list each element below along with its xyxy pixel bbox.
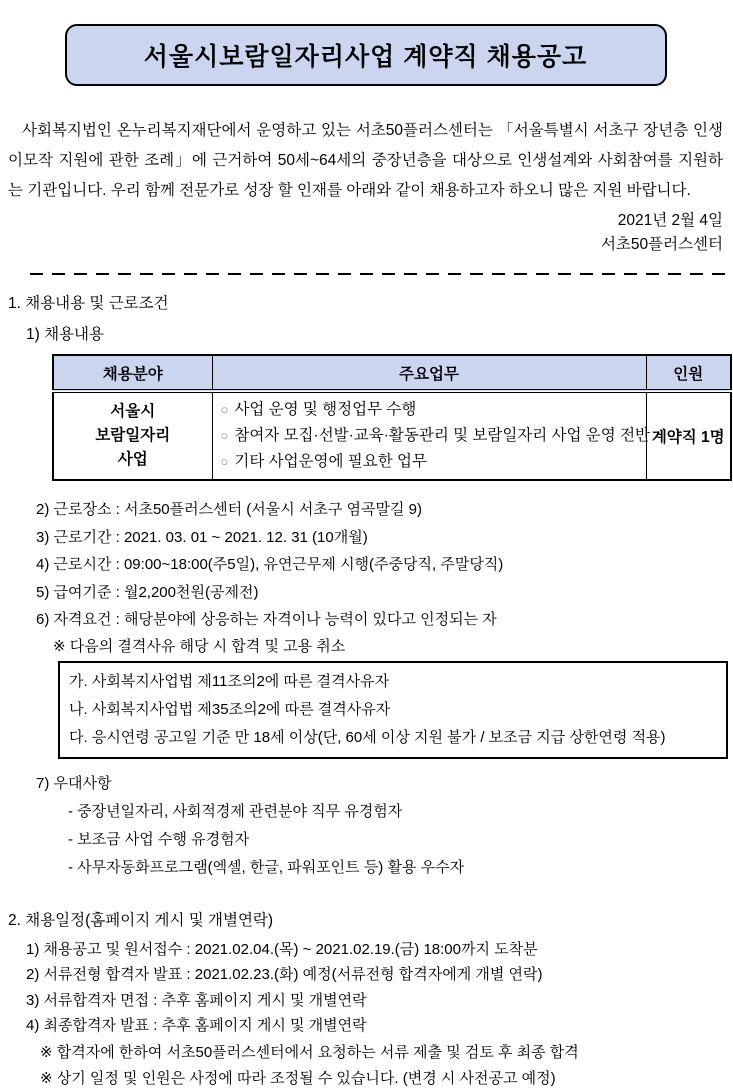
schedule-note: ※ 상기 일정 및 인원은 사정에 따라 조정될 수 있습니다. (변경 시 사전공고 예정) (40, 1069, 556, 1087)
schedule-note-list (40, 1040, 723, 1092)
header-headcount: 인원 (646, 355, 731, 391)
duties-cell (212, 391, 651, 480)
section2-heading: 2. 채용일정(홈페이지 게시 및 개별연락) (8, 911, 274, 929)
section-recruitment-conditions (8, 291, 723, 882)
schedule-item: 2) 서류전형 합격자 발표 : 2021.02.23.(화) 예정(서류전형 합격자에게 개별 연락) (26, 966, 543, 983)
circle-bullet-icon: ○ (220, 428, 229, 443)
field-line: 서울시 (110, 403, 156, 420)
duty-item (220, 423, 651, 449)
notice-title-box (65, 24, 667, 86)
disqualification-box (58, 661, 728, 759)
work-condition-item: 2) 근로장소 : 서초50플러스센터 (서울시 서초구 염곡말길 9) (36, 501, 422, 518)
schedule-note: ※ 합격자에 한하여 서초50플러스센터에서 요청하는 서류 제출 및 검토 후 최종 합격 (40, 1043, 579, 1061)
preference-item: - 사무자동화프로그램(엑셀, 한글, 파워포인트 등) 활용 우수자 (68, 858, 465, 876)
notice-date: 2021년 2월 4일 (617, 212, 723, 229)
work-condition-list (36, 496, 723, 634)
disqualification-item: 가. 사회복지사업법 제11조의2에 따른 결격사유자 (69, 672, 390, 690)
work-condition-item: 3) 근로기간 : 2021. 03. 01 ~ 2021. 12. 31 (10개월) (36, 528, 368, 546)
preference-heading: 7) 우대사항 (36, 774, 112, 792)
schedule-item: 3) 서류합격자 면접 : 추후 홈페이지 게시 및 개별연락 (26, 991, 367, 1009)
disqualification-item: 다. 응시연령 공고일 기준 만 18세 이상(단, 60세 이상 지원 불가 / 보조금 지급 상한연령 적용) (69, 728, 666, 746)
circle-bullet-icon: ○ (220, 454, 229, 469)
schedule-item: 4) 최종합격자 발표 : 추후 홈페이지 게시 및 개별연락 (26, 1017, 367, 1034)
field-cell (53, 391, 212, 480)
headcount-cell: 계약직 1명 (646, 391, 731, 480)
table-header-row (53, 355, 731, 391)
circle-bullet-icon: ○ (220, 402, 229, 417)
schedule-item: 1) 채용공고 및 원서접수 : 2021.02.04.(목) ~ 2021.02.19.(금) 18:00까지 도착분 (26, 940, 538, 958)
disqualification-item: 나. 사회복지사업법 제35조의2에 따른 결격사유자 (69, 700, 391, 718)
duty-text: 기타 사업운영에 필요한 업무 (234, 453, 427, 470)
disqualification-note: ※ 다음의 결격사유 해당 시 합격 및 고용 취소 (53, 637, 346, 655)
organization-name: 서초50플러스센터 (600, 236, 723, 253)
header-duties: 주요업무 (212, 355, 646, 391)
work-condition-item: 5) 급여기준 : 월2,200천원(공제전) (36, 583, 259, 601)
preference-list (68, 798, 723, 882)
duty-item (221, 449, 638, 475)
header-field: 채용분야 (53, 355, 212, 391)
table-row (53, 391, 731, 480)
field-line: 사업 (117, 451, 148, 468)
field-line: 보람일자리 (95, 427, 171, 444)
notice-title: 서울시보람일자리사업 계약직 채용공고 (143, 43, 588, 71)
intro-paragraph: 사회복지법인 온누리복지재단에서 운영하고 있는 서초50플러스센터는 「서울특별시 서초구 장년층 인생이모작 지원에 관한 조례」에 근거하여 50세~64세의 중장년층을 대상으로 인생설계와 사회참여를 지원하는 기관입니다. 우리 함께 전문가로 성장 할 인재를 아래와 같이 채용하고자 하오니 많은 지원 바랍니다. (8, 122, 723, 199)
recruitment-table (52, 354, 732, 481)
duty-item (221, 397, 638, 423)
work-condition-item: 6) 자격요건 : 해당분야에 상응하는 자격이나 능력이 있다고 인정되는 자 (36, 611, 497, 628)
dashed-separator (30, 273, 725, 275)
duty-text: 참여자 모집·선발·교육·활동관리 및 보람일자리 사업 운영 전반 (234, 427, 651, 444)
work-condition-item: 4) 근로시간 : 09:00~18:00(주5일), 유연근무제 시행(주중당직, 주말당직) (36, 556, 504, 573)
section1-heading: 1. 채용내용 및 근로조건 (8, 295, 169, 312)
schedule-list (26, 937, 723, 1039)
date-block (8, 209, 723, 257)
section-recruitment-schedule (8, 908, 723, 1092)
preference-item: - 중장년일자리, 사회적경제 관련분야 직무 유경험자 (68, 802, 403, 820)
preference-item: - 보조금 사업 수행 유경험자 (68, 830, 250, 848)
duty-text: 사업 운영 및 행정업무 수행 (234, 401, 417, 418)
section1-sub-heading: 1) 채용내용 (26, 326, 104, 343)
